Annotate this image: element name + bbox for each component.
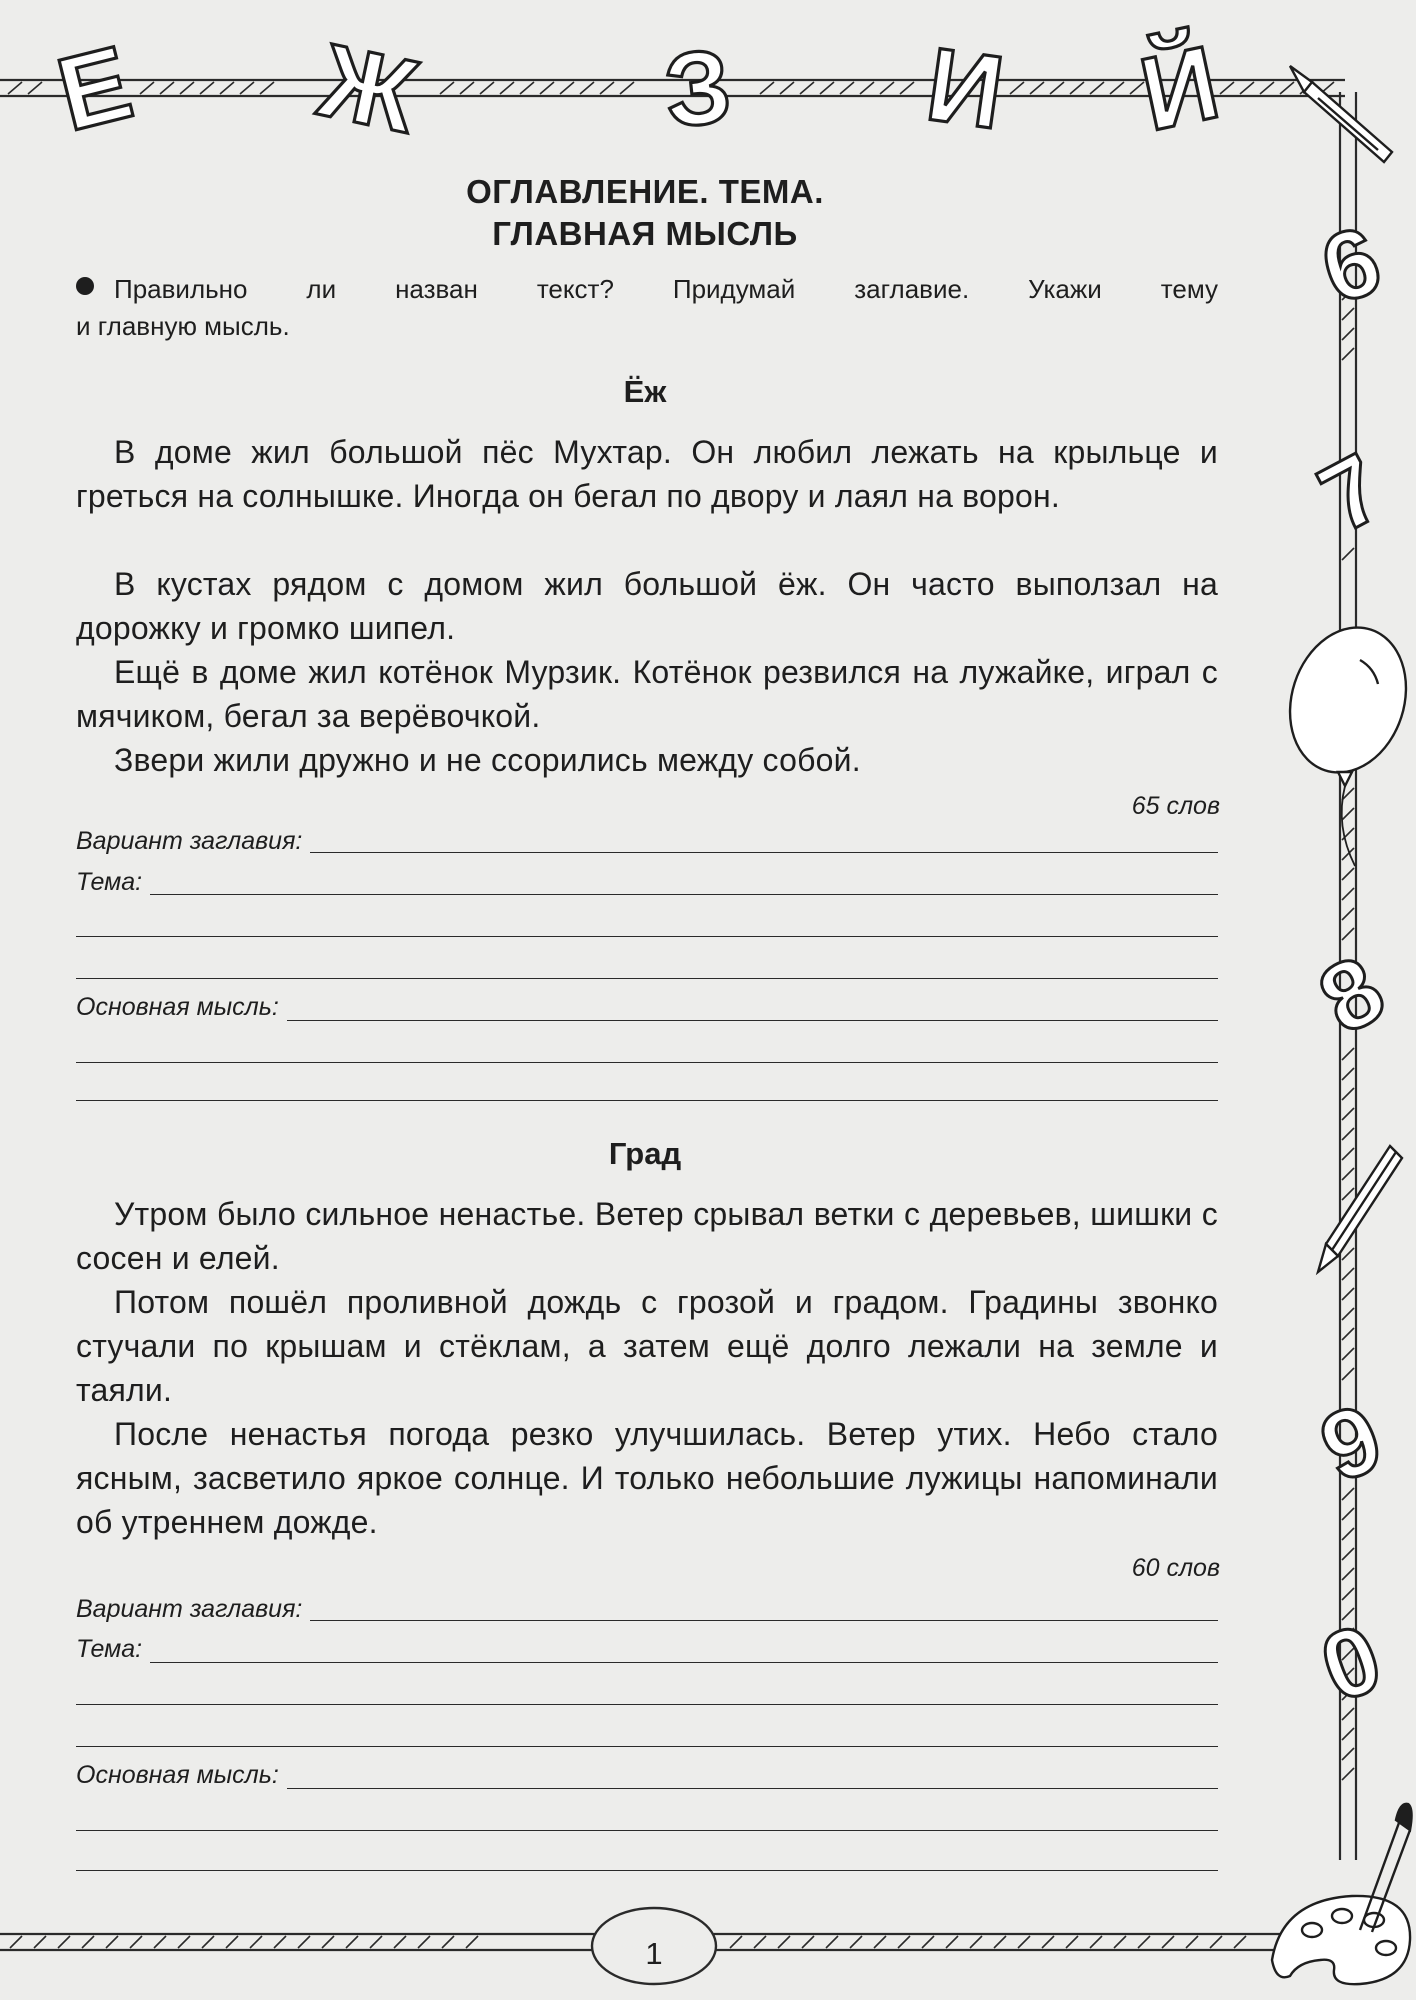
pencil-side-icon: [1318, 1146, 1402, 1272]
header-letter-z: З: [659, 27, 737, 151]
task-line1: [76, 270, 1218, 308]
side-digit-0: 0: [1307, 1603, 1395, 1723]
header-letter-zh: Ж: [310, 22, 427, 156]
balloon-icon: [1272, 612, 1416, 866]
story2-theme-answer-line-3[interactable]: [76, 1746, 1218, 1747]
side-digit-9: 9: [1306, 1383, 1397, 1503]
palette-icon: [1272, 1804, 1412, 1984]
story2-title: Град: [608, 1136, 682, 1171]
side-digit-6: 6: [1309, 206, 1394, 325]
story2-paragraph-2: Потом пошёл проливной дождь с грозой и градом. Градины звонко стучали по крышам и стёклам, а затем ещё долго лежали на земле и таяли.: [76, 1284, 1218, 1408]
story1-paragraph-1: В доме жил большой пёс Мухтар. Он любил лежать на крыльце и греться на солнышке. Иногда он бегал по двору и лаял на ворон.: [76, 434, 1218, 514]
story1-theme-label: Тема:: [76, 867, 150, 897]
side-digit-7: 7: [1302, 433, 1401, 553]
header-letter-e: Е: [47, 24, 143, 154]
section-title-line2: ГЛАВНАЯ МЫСЛЬ: [492, 215, 798, 252]
story2-theme-answer-line-2[interactable]: [76, 1704, 1218, 1705]
story1-paragraph-3: Ещё в доме жил котёнок Мурзик. Котёнок резвился на лужайке, играл с мячиком, бегал за верёвочкой.: [76, 654, 1218, 734]
story2-word-count: 60 слов: [1131, 1554, 1220, 1582]
story2-theme-label: Тема:: [76, 1634, 150, 1664]
header-letter-y: Й: [1131, 24, 1229, 154]
story1-word-count: 65 слов: [1131, 792, 1220, 820]
header-letter-i: И: [920, 26, 1011, 152]
story1-theme-answer-line-3[interactable]: [76, 978, 1218, 979]
story2-theme-answer-line[interactable]: [76, 1662, 1218, 1663]
header-letters: [47, 22, 1228, 155]
side-digit-8: 8: [1301, 935, 1402, 1055]
task-line1-text: Правильно ли назван текст? Придумай заглавие. Укажи тему: [114, 274, 1218, 304]
story1-idea-answer-line-2[interactable]: [76, 1062, 1218, 1063]
section-title-line1: ОГЛАВЛЕНИЕ. ТЕМА.: [466, 173, 824, 210]
side-digits: [1302, 206, 1402, 1722]
story1-theme-answer-line[interactable]: [76, 894, 1218, 895]
story1-paragraph-2: В кустах рядом с домом жил большой ёж. Он часто выползал на дорожку и громко шипел.: [76, 566, 1218, 646]
task-line2: и главную мысль.: [76, 311, 290, 341]
story2-paragraph-1: Утром было сильное ненастье. Ветер срывал ветки с деревьев, шишки с сосен и елей.: [76, 1196, 1218, 1276]
story1-paragraph-4: Звери жили дружно и не ссорились между собой.: [114, 742, 861, 778]
story1-idea-label: Основная мысль:: [76, 992, 287, 1022]
story2-paragraph-3: После ненастья погода резко улучшилась. Ветер утих. Небо стало ясным, засветило яркое солнце. И только небольшие лужицы напоминали об утреннем дожде.: [76, 1416, 1218, 1540]
story2-idea-answer-line-3[interactable]: [76, 1870, 1218, 1871]
story1-theme-answer-line-2[interactable]: [76, 936, 1218, 937]
story2-title-label: Вариант заглавия:: [76, 1594, 310, 1624]
story1-title-label: Вариант заглавия:: [76, 826, 310, 856]
story1-idea-answer-line-3[interactable]: [76, 1100, 1218, 1101]
story1-title: Ёж: [623, 374, 667, 409]
bullet-icon: [76, 277, 94, 295]
page-number: 1: [645, 1936, 663, 1971]
story2-idea-label: Основная мысль:: [76, 1760, 287, 1790]
story2-idea-answer-line-2[interactable]: [76, 1830, 1218, 1831]
